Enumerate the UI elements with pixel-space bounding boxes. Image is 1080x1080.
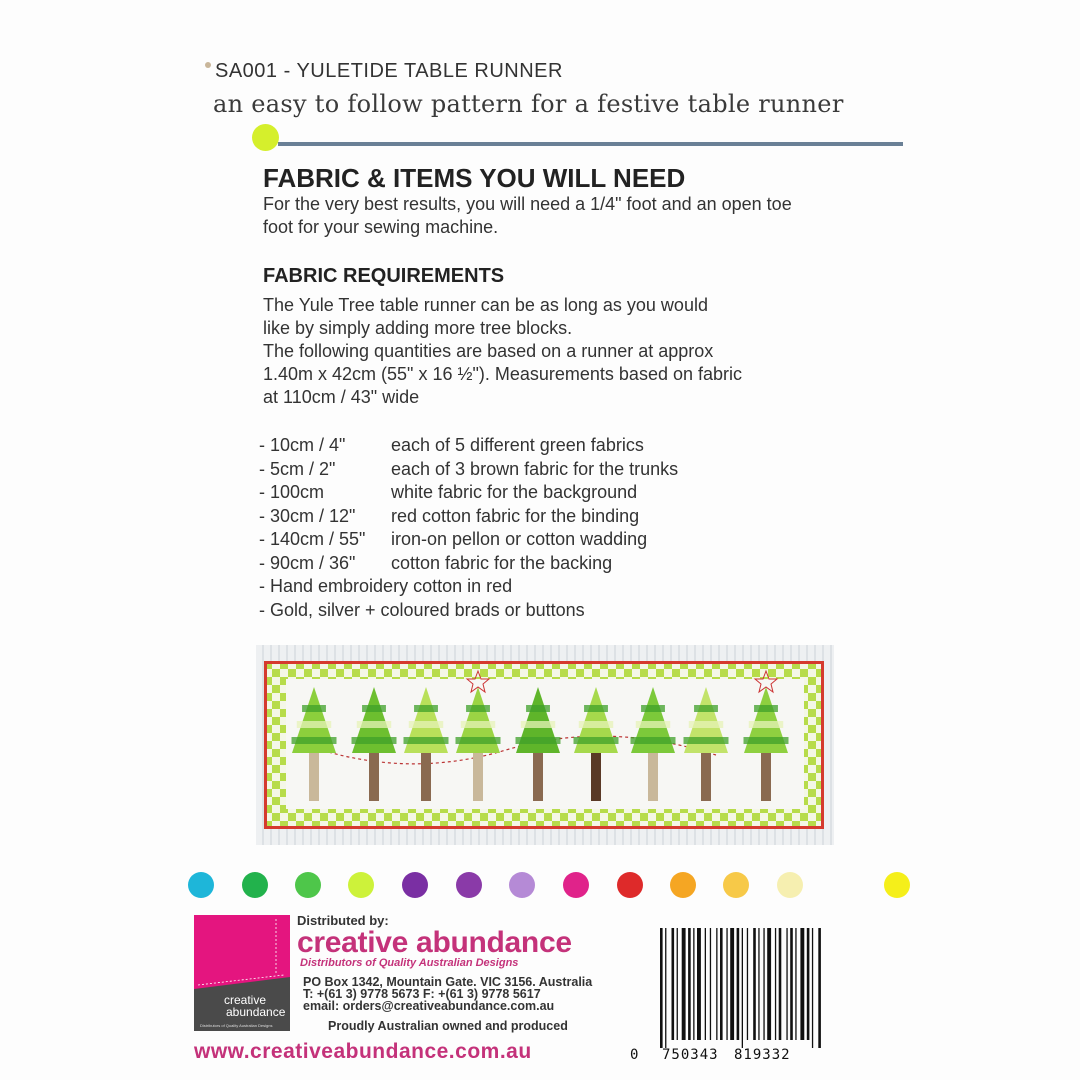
color-swatch [295,872,321,898]
item-description: cotton fabric for the backing [391,552,613,573]
header-rule [278,142,903,146]
item-quantity: - 140cm / 55" [259,529,366,549]
company-note: Proudly Australian owned and produced [328,1019,568,1033]
item-quantity: - Hand embroidery cotton in red [259,576,513,596]
item-description: white fabric for the background [391,482,638,502]
requirements-line: The Yule Tree table runner can be as long as you would [263,295,708,315]
item-quantity: - 90cm / 36" [259,552,356,573]
distributed-by-label: Distributed by: [297,913,389,928]
color-swatch [777,872,803,898]
color-swatch [617,872,643,898]
barcode-left-digits: 750343 [662,1047,719,1063]
logo-line1: creative [224,993,267,1007]
logo-fine-print: Distributors of Quality Australian Designs [200,1023,273,1028]
intro-paragraph: For the very best results, you will need a 1/4" foot and an open toe foot for your sewing machine. [263,194,792,237]
item-description: each of 3 brown fabric for the trunks [391,458,679,479]
color-swatch [402,872,428,898]
table-runner-illustration [256,645,834,845]
item-description: iron-on pellon or cotton wadding [391,529,648,549]
color-swatch [242,872,268,898]
item-description: each of 5 different green fabrics [391,435,644,455]
table-runner-photo [256,645,834,845]
color-swatch [884,872,910,898]
company-address: PO Box 1342, Mountain Gate. VIC 3156. Australia [303,975,593,989]
item-quantity: - 30cm / 12" [259,505,356,526]
item-description: red cotton fabric for the binding [391,505,640,526]
color-swatch [670,872,696,898]
company-website: www.creativeabundance.com.au [194,1040,532,1063]
barcode-lead-digit: 0 [630,1047,639,1063]
barcode-right-digits: 819332 [734,1047,791,1063]
color-swatch [456,872,482,898]
section-heading-items: FABRIC & ITEMS YOU WILL NEED [263,163,686,193]
section-heading-requirements: FABRIC REQUIREMENTS [263,265,505,287]
company-tagline: Distributors of Quality Australian Designs [300,957,519,969]
product-barcode [630,928,825,1058]
color-swatch [563,872,589,898]
company-logo [194,915,290,1031]
color-swatch [509,872,535,898]
item-quantity: - 100cm [259,482,325,502]
color-swatch [188,872,214,898]
item-quantity: - Gold, silver + coloured brads or buttons [259,599,585,620]
color-swatch [348,872,374,898]
color-swatch [723,872,749,898]
company-email: email: orders@creativeabundance.com.au [303,999,555,1013]
color-swatch-row [0,872,1080,904]
company-phone: T: +(61 3) 9778 5673 F: +(61 3) 9778 5617 [303,987,541,1001]
accent-dot [252,124,279,151]
requirements-paragraph [263,294,823,409]
requirements-line: 1.40m x 42cm (55" x 16 ½"). Measurements based on fabric [263,364,743,384]
item-quantity: - 5cm / 2" [259,458,336,479]
item-quantity: - 10cm / 4" [259,435,346,455]
requirements-line: The following quantities are based on a runner at approx [263,341,714,361]
requirements-line: like by simply adding more tree blocks. [263,318,573,338]
pattern-code-title: SA001 - YULETIDE TABLE RUNNER [215,60,563,82]
requirements-line: at 110cm / 43" wide [263,387,420,407]
pattern-subtitle: an easy to follow pattern for a festive table runner [213,90,844,118]
logo-line2: abundance [226,1005,286,1019]
company-name: creative abundance [297,926,572,959]
